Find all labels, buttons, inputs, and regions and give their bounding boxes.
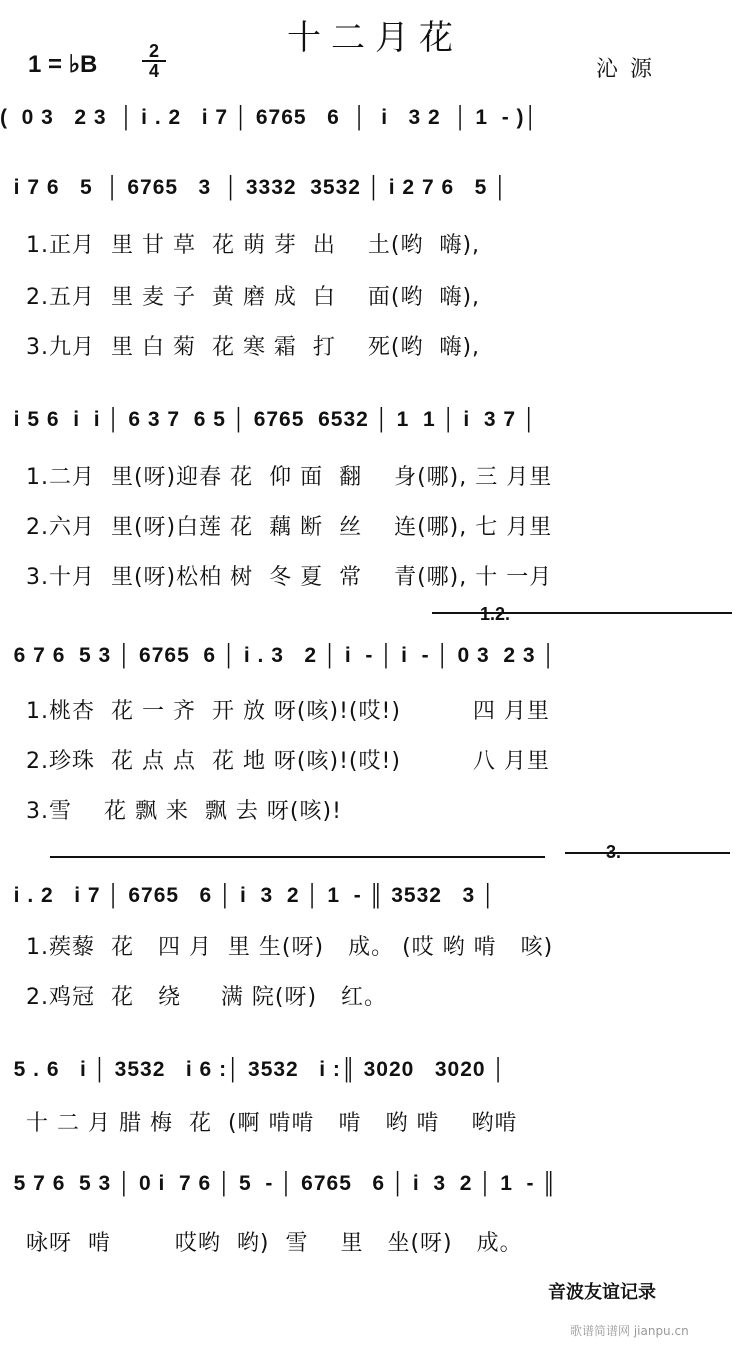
notation-line-6 — [0, 1050, 750, 1094]
notation-line-5 — [0, 876, 750, 920]
notation-line-2 — [0, 168, 750, 212]
notation-text-5: i . 2 i 7 │ 6765 6 │ i 3 2 │ 1 - ║ 3532 3 │ — [0, 884, 497, 907]
notation-line-7 — [0, 1164, 750, 1208]
time-signature-numerator: 2 — [148, 41, 159, 61]
volta-label-3: 3. — [606, 842, 622, 862]
key-signature: 1 = ♭B — [28, 51, 98, 78]
time-signature-denominator: 4 — [142, 60, 166, 80]
lyric-line-2-1: 1.正月 里 甘 草 花 萌 芽 出 土(哟 嗨), — [26, 233, 481, 258]
lyric-line-2-3: 3.九月 里 白 菊 花 寒 霜 打 死(哟 嗨), — [26, 335, 481, 360]
notation-text-3: i 5 6 i i │ 6 3 7 6 5 │ 6765 6532 │ 1 1 │ i 3 7 │ — [0, 408, 538, 431]
song-title: 十二月花 — [287, 18, 463, 58]
volta-bracket-1-2 — [432, 612, 732, 624]
lyric-line-5-2: 2.鸡冠 花 绕 满 院(呀) 红。 — [26, 985, 388, 1010]
lyric-line-3-2: 2.六月 里(呀)白莲 花 藕 断 丝 连(哪), 七 月里 — [26, 515, 553, 540]
notation-text-1: ( 0 3 2 3 │ i . 2 i 7 │ 6765 6 │ i 3 2 │ 1 - )│ — [0, 106, 539, 129]
notation-line-4 — [0, 636, 750, 680]
notation-text-6: 5 . 6 i │ 3532 i 6 :│ 3532 i :║ 3020 3020 │ — [0, 1058, 507, 1081]
lyric-line-7-1: 咏呀 啃 哎哟 哟) 雪 里 坐(呀) 成。 — [26, 1231, 523, 1256]
lyric-line-5-1: 1.蒺藜 花 四 月 里 生(呀) 成。 (哎 哟 啃 咳) — [26, 935, 554, 960]
transcriber-credit: 音波友谊记录 — [548, 1282, 656, 1303]
notation-text-4: 6 7 6 5 3 │ 6765 6 │ i . 3 2 │ i - │ i - │ 0 3 2 3 │ — [0, 644, 557, 667]
notation-text-7: 5 7 6 5 3 │ 0 i 7 6 │ 5 - │ 6765 6 │ i 3 2 │ 1 - ║ — [0, 1172, 558, 1195]
volta-label-1-2: 1.2. — [480, 604, 511, 624]
notation-text-2: i 7 6 5 │ 6765 3 │ 3332 3532 │ i 2 7 6 5 │ — [0, 176, 509, 199]
lyric-line-6-1: 十 二 月 腊 梅 花 (啊 啃啃 啃 哟 啃 哟啃 — [26, 1111, 518, 1136]
lyric-line-4-3: 3.雪 花 飘 来 飘 去 呀(咳)! — [26, 799, 342, 824]
lyric-line-3-3: 3.十月 里(呀)松柏 树 冬 夏 常 青(哪), 十 一月 — [26, 565, 553, 590]
continuation-line — [50, 856, 545, 868]
notation-line-3 — [0, 400, 750, 444]
notation-line-1 — [0, 98, 750, 142]
lyric-line-3-1: 1.二月 里(呀)迎春 花 仰 面 翻 身(哪), 三 月里 — [26, 465, 553, 490]
source-credit: 沁源 — [596, 57, 665, 82]
site-watermark: 歌谱简谱网 jianpu.cn — [570, 1324, 689, 1338]
time-signature — [142, 42, 166, 80]
lyric-line-4-1: 1.桃杏 花 一 齐 开 放 呀(咳)!(哎!) 四 月里 — [26, 699, 550, 724]
lyric-line-4-2: 2.珍珠 花 点 点 花 地 呀(咳)!(哎!) 八 月里 — [26, 749, 550, 774]
lyric-line-2-2: 2.五月 里 麦 子 黄 磨 成 白 面(哟 嗨), — [26, 285, 481, 310]
volta-bracket-3 — [565, 852, 730, 864]
